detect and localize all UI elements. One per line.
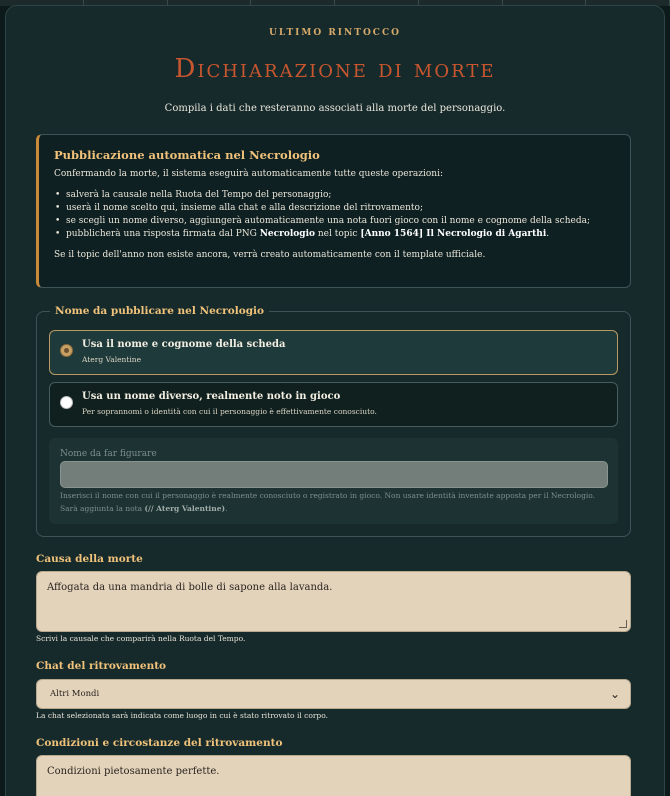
- option-sheet-name-sub: Aterg Valentine: [82, 355, 142, 364]
- alt-name-help-end: .: [225, 504, 228, 513]
- png-name: Necrologio: [259, 229, 316, 239]
- chat-label: Chat del ritrovamento: [36, 660, 167, 672]
- notice-footer: Se il topic dell'anno non esiste ancora, verrà creato automaticamente con il template ufficiale.: [54, 250, 486, 260]
- conditions-value: Condizioni pietosamente perfette.: [47, 766, 220, 777]
- auto-publication-notice: [36, 134, 631, 288]
- option-sheet-name[interactable]: [49, 330, 618, 375]
- notice-text: nel topic: [315, 229, 361, 239]
- alt-name-help-text: Inserisci il nome con cui il personaggio è realmente conosciuto o registrato in gioco. Non usare identità inventate apposta per il Necrologio. Sarà aggiunta la nota: [60, 491, 596, 513]
- chevron-down-icon: ⌄: [609, 687, 621, 701]
- alt-name-help-note: (// Aterg Valentine): [144, 504, 226, 513]
- page-title: Dichiarazione di morte: [174, 54, 496, 84]
- chat-help: La chat selezionata sarà indicata come luogo in cui è stato ritrovato il corpo.: [36, 711, 328, 720]
- chat-select[interactable]: [36, 679, 631, 709]
- option-alt-name-sub: Per soprannomi o identità con cui il personaggio è effettivamente conosciuto.: [82, 407, 377, 416]
- alt-name-box: [49, 438, 618, 524]
- alt-name-label: Nome da far figurare: [60, 449, 157, 459]
- conditions-label: Condizioni e circostanze del ritrovamento: [36, 737, 283, 749]
- name-fieldset-legend: Nome da pubblicare nel Necrologio: [50, 305, 269, 317]
- cause-label: Causa della morte: [36, 553, 143, 565]
- page-subtitle: Compila i dati che resteranno associati alla morte del personaggio.: [164, 103, 506, 114]
- radio-selected-icon[interactable]: [60, 344, 73, 357]
- notice-item: • se scegli un nome diverso, aggiungerà automaticamente una nota fuori gioco con il nome e cognome della scheda;: [54, 215, 615, 228]
- option-sheet-name-label: Usa il nome e cognome della scheda: [82, 339, 286, 350]
- option-alt-name-label: Usa un nome diverso, realmente noto in gioco: [82, 391, 341, 402]
- notice-intro: Confermando la morte, il sistema eseguirà automaticamente tutte queste operazioni:: [54, 169, 444, 179]
- conditions-textarea[interactable]: [36, 755, 631, 796]
- notice-text: pubblicherà una risposta firmata dal PNG: [66, 229, 260, 239]
- resize-grip-icon[interactable]: [619, 620, 627, 628]
- chat-select-value: Altri Mondi: [50, 689, 100, 699]
- cause-value: Affogata da una mandria di bolle di sapone alla lavanda.: [47, 582, 333, 593]
- radio-unselected-icon[interactable]: [60, 396, 73, 409]
- cause-help: Scrivi la causale che comparirà nella Ruota del Tempo.: [36, 634, 246, 643]
- alt-name-help: [60, 489, 600, 515]
- notice-list: [54, 189, 615, 241]
- option-alt-name[interactable]: [49, 382, 618, 427]
- notice-title: Pubblicazione automatica nel Necrologio: [54, 148, 320, 162]
- cause-textarea[interactable]: [36, 571, 631, 632]
- notice-item: • salverà la causale nella Ruota del Tempo del personaggio;: [54, 189, 615, 202]
- notice-item: • userà il nome scelto qui, insieme alla chat e alla descrizione del ritrovamento;: [54, 202, 615, 215]
- notice-text: .: [546, 229, 550, 239]
- notice-item: [54, 228, 615, 241]
- topic-name: [Anno 1564] Il Necrologio di Agarthi: [360, 229, 547, 239]
- alt-name-input[interactable]: [60, 461, 608, 488]
- page-kicker: ULTIMO RINTOCCO: [269, 28, 401, 38]
